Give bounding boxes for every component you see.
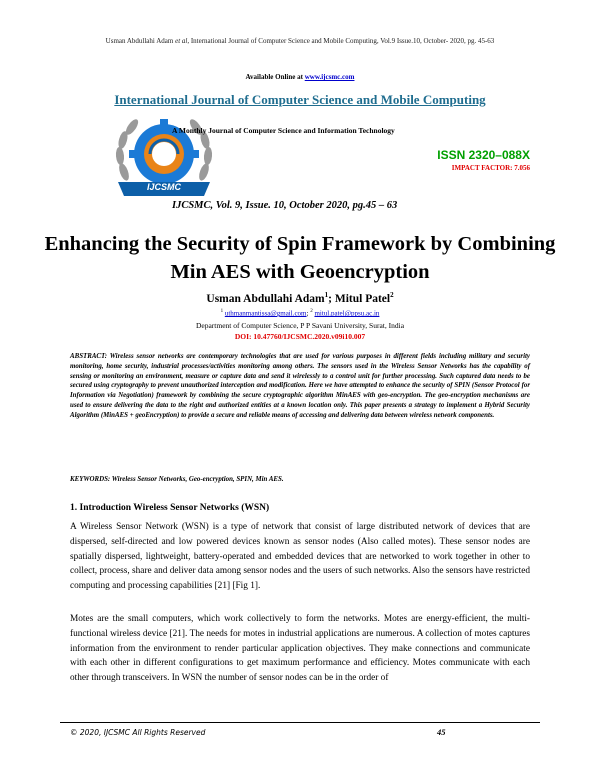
author-separator: ; [328, 292, 335, 305]
author-1: Usman Abdullahi Adam [206, 292, 325, 305]
running-header-et-al: et al [175, 37, 188, 45]
author-2: Mitul Patel [334, 292, 391, 305]
journal-name: International Journal of Computer Science and Mobile Computing [114, 92, 486, 107]
keywords: KEYWORDS: Wireless Sensor Networks, Geo-encryption, SPIN, Min AES. [70, 476, 284, 483]
email-separator: ; [306, 309, 311, 318]
journal-website-link[interactable]: www.ijcsmc.com [304, 73, 355, 81]
running-header-authors: Usman Abdullahi Adam [105, 37, 174, 45]
abstract: ABSTRACT: Wireless sensor networks are contemporary technologies that are used for various purposes in different fields including military and security monitoring, home security, industrial processes/activities monitoring among others. The sensors used in the Wireless Sensor Networks has the capability of sensing or monitoring an environment, measure or capture data and send it wirelessly to a control unit for further processing. Such captured data needs to be secured using cryptography to prevent unauthorized interception and modification. Here we have attempted to enhance the security of SPIN (Sensor Protocol for Information via Negotiation) framework by combining the secure cryptographic algorithm MinAES with geo-encryption. The geo-encryption mechanisms are used to ensure delivering the data to the right and authorized entities at a known location only. This paper presents a strategy to implement a Hybrid Security Algorithm (MinAES + geoEncryption) to provide a secure and reliable means of accessing and delivering data between wireless network components. [70, 353, 530, 419]
logo-text: IJCSMC [146, 182, 181, 192]
footer-copyright: © 2020, IJCSMC All Rights Reserved [70, 728, 206, 737]
journal-subtitle: A Monthly Journal of Computer Science and Information Technology [172, 126, 395, 135]
impact-factor: IMPACT FACTOR: 7.056 [451, 164, 530, 172]
available-online-prefix: Available Online at [245, 73, 305, 81]
affiliation: Department of Computer Science, P P Savani University, Surat, India [195, 321, 405, 330]
email-2-mark: 2 [310, 309, 313, 314]
author-2-affiliation-mark: 2 [390, 291, 394, 299]
author-1-affiliation-mark: 1 [324, 291, 329, 299]
footer-divider [60, 722, 540, 723]
available-online [0, 73, 600, 81]
body-paragraph-1: A Wireless Sensor Network (WSN) is a type of network that consist of large distributed network of devices that are dispersed, self-directed and low powered devices known as sensor nodes (Also called motes). These sensor nodes are spatially dispersed, lightweight, battery-operated and embedded devices that are networked to work together in other to collect, process, share and deliver data among sensor nodes and the users of such networks. Also the sensors have restricted computing and processing capabilities [21] [Fig 1]. [70, 522, 530, 592]
page-number: 45 [437, 727, 446, 737]
email-1-mark: 1 [220, 309, 224, 314]
running-header [0, 37, 600, 45]
section-heading: 1. Introduction Wireless Sensor Networks (WSN) [70, 503, 270, 513]
issue-citation: IJCSMC, Vol. 9, Issue. 10, October 2020, pg.45 – 63 [172, 200, 398, 211]
paper-title: Enhancing the Security of Spin Framework by Combining Min AES with Geoencryption [44, 233, 556, 283]
author-emails [0, 309, 600, 317]
author-line [0, 291, 600, 305]
body-paragraph-2: Motes are the small computers, which work collectively to form the networks. Motes are energy-efficient, the multi-functional wireless device [21]. The needs for motes in industrial applications are numerous. A collection of motes captures information from the environment to render particular application objectives. They make connections and communicate with each other in different configurations to get maximum performance and efficiency. Motes communicate with each other through transceivers. In WSN the number of sensor nodes can be in the order of [70, 614, 530, 684]
doi: DOI: 10.47760/IJCSMC.2020.v09i10.007 [234, 332, 366, 341]
issn-number: ISSN 2320–088X [437, 148, 530, 162]
running-header-rest: , International Journal of Computer Science and Mobile Computing, Vol.9 Issue.10, October- 2020, pg. 45-63 [187, 37, 495, 45]
email-1-link[interactable]: uthmanmantissa@gmail.com [224, 309, 307, 318]
email-2-link[interactable]: mitul.patel@ppsu.ac.in [314, 309, 380, 318]
